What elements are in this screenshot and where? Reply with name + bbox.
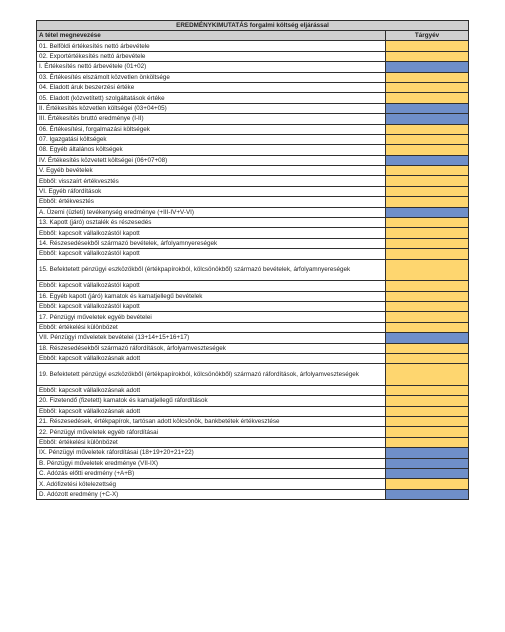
row-label: A. Üzemi (üzleti) tevékenység eredménye (+III-IV+V-VI)	[37, 207, 386, 217]
computed-value-cell	[386, 489, 469, 499]
table-row	[37, 385, 469, 395]
row-label: III. Értékesítés bruttó eredménye (I-II)	[37, 114, 386, 124]
input-value-cell[interactable]	[386, 427, 469, 437]
table-row	[37, 427, 469, 437]
input-value-cell[interactable]	[386, 301, 469, 311]
table-row	[37, 312, 469, 322]
row-label: Ebből: kapcsolt vállalkozásnak adott	[37, 385, 386, 395]
table-row	[37, 238, 469, 248]
table-row	[37, 41, 469, 51]
input-value-cell[interactable]	[386, 238, 469, 248]
table-row	[37, 249, 469, 259]
input-value-cell[interactable]	[386, 166, 469, 176]
input-value-cell[interactable]	[386, 396, 469, 406]
table-row	[37, 353, 469, 363]
row-label: 17. Pénzügyi műveletek egyéb bevételei	[37, 312, 386, 322]
table-row	[37, 186, 469, 196]
table-row	[37, 281, 469, 291]
computed-value-cell	[386, 469, 469, 479]
table-row	[37, 228, 469, 238]
input-value-cell[interactable]	[386, 322, 469, 332]
table-row	[37, 134, 469, 144]
item-column-header: A tétel megnevezése	[37, 31, 386, 41]
row-label: IX. Pénzügyi műveletek ráfordításai (18+19+20+21+22)	[37, 448, 386, 458]
table-row	[37, 343, 469, 353]
input-value-cell[interactable]	[386, 343, 469, 353]
computed-value-cell	[386, 114, 469, 124]
row-label: 08. Egyéb általános költségek	[37, 145, 386, 155]
table-row	[37, 82, 469, 92]
row-label: II. Értékesítés közvetlen költségei (03+04+05)	[37, 103, 386, 113]
input-value-cell[interactable]	[386, 312, 469, 322]
row-label: 07. Igazgatási költségek	[37, 134, 386, 144]
computed-value-cell	[386, 333, 469, 343]
row-label: Ebből: visszaírt értékvesztés	[37, 176, 386, 186]
table-row	[37, 364, 469, 386]
row-label: 03. Értékesítés elszámolt közvetlen önköltsége	[37, 72, 386, 82]
input-value-cell[interactable]	[386, 72, 469, 82]
table-row	[37, 114, 469, 124]
table-row	[37, 51, 469, 61]
table-row	[37, 489, 469, 499]
row-label: 22. Pénzügyi műveletek egyéb ráfordításai	[37, 427, 386, 437]
row-label: B. Pénzügyi műveletek eredménye (VII-IX)	[37, 458, 386, 468]
table-row	[37, 218, 469, 228]
table-row	[37, 291, 469, 301]
input-value-cell[interactable]	[386, 291, 469, 301]
row-label: VII. Pénzügyi műveletek bevételei (13+14+15+16+17)	[37, 333, 386, 343]
input-value-cell[interactable]	[386, 93, 469, 103]
table-row	[37, 469, 469, 479]
row-label: 21. Részesedések, értékpapírok, tartósan adott kölcsönök, bankbetétek értékvesztése	[37, 417, 386, 427]
computed-value-cell	[386, 448, 469, 458]
table-row	[37, 396, 469, 406]
row-label: 18. Részesedésekből származó ráfordítások, árfolyamveszteségek	[37, 343, 386, 353]
row-label: 16. Egyéb kapott (járó) kamatok és kamatjellegű bevételek	[37, 291, 386, 301]
row-label: X. Adófizetési kötelezettség	[37, 479, 386, 489]
computed-value-cell	[386, 207, 469, 217]
row-label: 19. Befektetett pénzügyi eszközökből (értékpapírokból, kölcsönökből) származó ráfordítások, árfolyamveszteségek	[37, 364, 386, 386]
computed-value-cell	[386, 458, 469, 468]
income-statement-table	[36, 20, 469, 500]
row-label: 01. Belföldi értékesítés nettó árbevétele	[37, 41, 386, 51]
table-row	[37, 437, 469, 447]
table-row	[37, 62, 469, 72]
input-value-cell[interactable]	[386, 82, 469, 92]
table-row	[37, 259, 469, 281]
input-value-cell[interactable]	[386, 259, 469, 281]
row-label: V. Egyéb bevételek	[37, 166, 386, 176]
table-row	[37, 176, 469, 186]
table-row	[37, 103, 469, 113]
row-label: Ebből: értékelési különbözet	[37, 322, 386, 332]
row-label: IV. Értékesítés közvetett költségei (06+07+08)	[37, 155, 386, 165]
row-label: 04. Eladott áruk beszerzési értéke	[37, 82, 386, 92]
input-value-cell[interactable]	[386, 281, 469, 291]
table-row	[37, 406, 469, 416]
input-value-cell[interactable]	[386, 364, 469, 386]
input-value-cell[interactable]	[386, 51, 469, 61]
input-value-cell[interactable]	[386, 479, 469, 489]
table-row	[37, 145, 469, 155]
table-row	[37, 448, 469, 458]
input-value-cell[interactable]	[386, 197, 469, 207]
input-value-cell[interactable]	[386, 41, 469, 51]
year-column-header: Tárgyév	[386, 31, 469, 41]
table-row	[37, 301, 469, 311]
statement-title: EREDMÉNYKIMUTATÁS forgalmi költség eljárással	[37, 21, 469, 31]
table-row	[37, 322, 469, 332]
table-row	[37, 155, 469, 165]
computed-value-cell	[386, 103, 469, 113]
input-value-cell[interactable]	[386, 417, 469, 427]
table-row	[37, 72, 469, 82]
input-value-cell[interactable]	[386, 186, 469, 196]
row-label: 20. Fizetendő (fizetett) kamatok és kamatjellegű ráfordítások	[37, 396, 386, 406]
row-label: Ebből: értékvesztés	[37, 197, 386, 207]
table-row	[37, 166, 469, 176]
table-row	[37, 124, 469, 134]
row-label: Ebből: kapcsolt vállalkozástól kapott	[37, 281, 386, 291]
table-row	[37, 417, 469, 427]
row-label: 13. Kapott (járó) osztalék és részesedés	[37, 218, 386, 228]
row-label: 05. Eladott (közvetített) szolgáltatások értéke	[37, 93, 386, 103]
computed-value-cell	[386, 62, 469, 72]
row-label: Ebből: értékelési különbözet	[37, 437, 386, 447]
row-label: Ebből: kapcsolt vállalkozástól kapott	[37, 228, 386, 238]
input-value-cell[interactable]	[386, 406, 469, 416]
input-value-cell[interactable]	[386, 124, 469, 134]
input-value-cell[interactable]	[386, 437, 469, 447]
input-value-cell[interactable]	[386, 249, 469, 259]
table-row	[37, 333, 469, 343]
table-row	[37, 458, 469, 468]
column-header-row	[37, 31, 469, 41]
row-label: D. Adózott eredmény (+C-X)	[37, 489, 386, 499]
input-value-cell[interactable]	[386, 353, 469, 363]
input-value-cell[interactable]	[386, 176, 469, 186]
row-label: 06. Értékesítési, forgalmazási költségek	[37, 124, 386, 134]
title-row	[37, 21, 469, 31]
table-row	[37, 197, 469, 207]
row-label: 02. Exportértékesítés nettó árbevétele	[37, 51, 386, 61]
computed-value-cell	[386, 155, 469, 165]
row-label: 15. Befektetett pénzügyi eszközökből (értékpapírokból, kölcsönökből) származó bevételek, árfolyamnyereségek	[37, 259, 386, 281]
row-label: 14. Részesedésekből származó bevételek, árfolyamnyereségek	[37, 238, 386, 248]
input-value-cell[interactable]	[386, 134, 469, 144]
input-value-cell[interactable]	[386, 228, 469, 238]
statement-rows	[37, 41, 469, 500]
table-row	[37, 479, 469, 489]
row-label: Ebből: kapcsolt vállalkozástól kapott	[37, 249, 386, 259]
row-label: Ebből: kapcsolt vállalkozásnak adott	[37, 406, 386, 416]
row-label: VI. Egyéb ráfordítások	[37, 186, 386, 196]
table-row	[37, 93, 469, 103]
input-value-cell[interactable]	[386, 218, 469, 228]
row-label: I. Értékesítés nettó árbevétele (01+02)	[37, 62, 386, 72]
input-value-cell[interactable]	[386, 145, 469, 155]
row-label: Ebből: kapcsolt vállalkozástól kapott	[37, 301, 386, 311]
table-row	[37, 207, 469, 217]
row-label: Ebből: kapcsolt vállalkozásnak adott	[37, 353, 386, 363]
input-value-cell[interactable]	[386, 385, 469, 395]
row-label: C. Adózás előtti eredmény (+A+B)	[37, 469, 386, 479]
